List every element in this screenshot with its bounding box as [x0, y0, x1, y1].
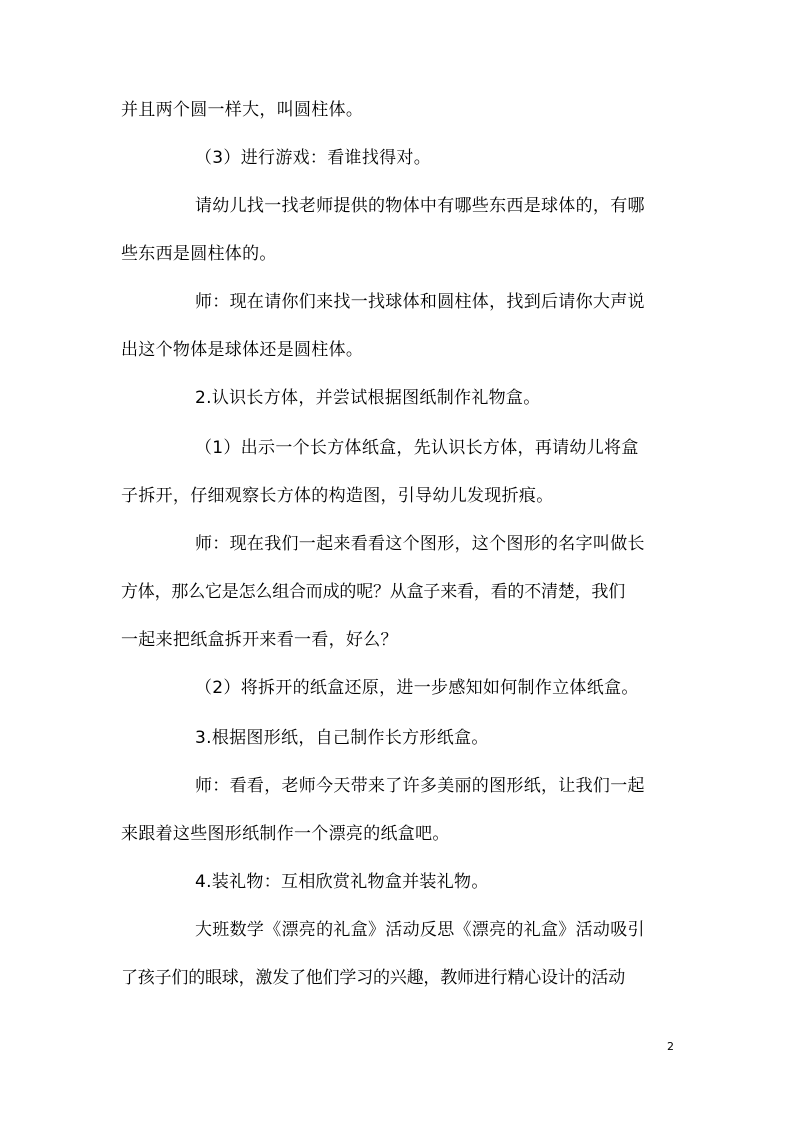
text-line: 了孩子们的眼球，激发了他们学习的兴趣，教师进行精心设计的活动 [121, 968, 625, 988]
text-line: （3）进行游戏：看谁找得对。 [195, 148, 432, 168]
text-line: 出这个物体是球体还是圆柱体。 [121, 340, 364, 360]
text-line: 大班数学《漂亮的礼盒》活动反思《漂亮的礼盒》活动吸引 [195, 920, 645, 940]
text-line: 并且两个圆一样大，叫圆柱体。 [121, 100, 364, 120]
text-line: 一起来把纸盒拆开来看一看，好么？ [121, 630, 398, 650]
section-heading: 2.认识长方体，并尝试根据图纸制作礼物盒。 [195, 388, 541, 408]
page-number: 2 [667, 1040, 674, 1053]
text-line: 师：现在我们一起来看看这个图形，这个图形的名字叫做长 [195, 534, 645, 554]
section-heading: 3.根据图形纸，自己制作长方形纸盒。 [195, 728, 489, 748]
text-line: 请幼儿找一找老师提供的物体中有哪些东西是球体的，有哪 [195, 196, 645, 216]
text-line: 师：看看，老师今天带来了许多美丽的图形纸，让我们一起 [195, 776, 645, 796]
text-line: 子拆开，仔细观察长方体的构造图，引导幼儿发现折痕。 [121, 486, 554, 506]
text-line: 来跟着这些图形纸制作一个漂亮的纸盒吧。 [121, 824, 450, 844]
text-line: 些东西是圆柱体的。 [121, 244, 277, 264]
text-line: 方体，那么它是怎么组合而成的呢？从盒子来看，看的不清楚，我们 [121, 582, 625, 602]
text-line: 师：现在请你们来找一找球体和圆柱体，找到后请你大声说 [195, 292, 645, 312]
text-line: （2）将拆开的纸盒还原，进一步感知如何制作立体纸盒。 [195, 678, 639, 698]
text-line: （1）出示一个长方体纸盒，先认识长方体，再请幼儿将盒 [195, 438, 639, 458]
section-heading: 4.装礼物：互相欣赏礼物盒并装礼物。 [195, 872, 489, 892]
